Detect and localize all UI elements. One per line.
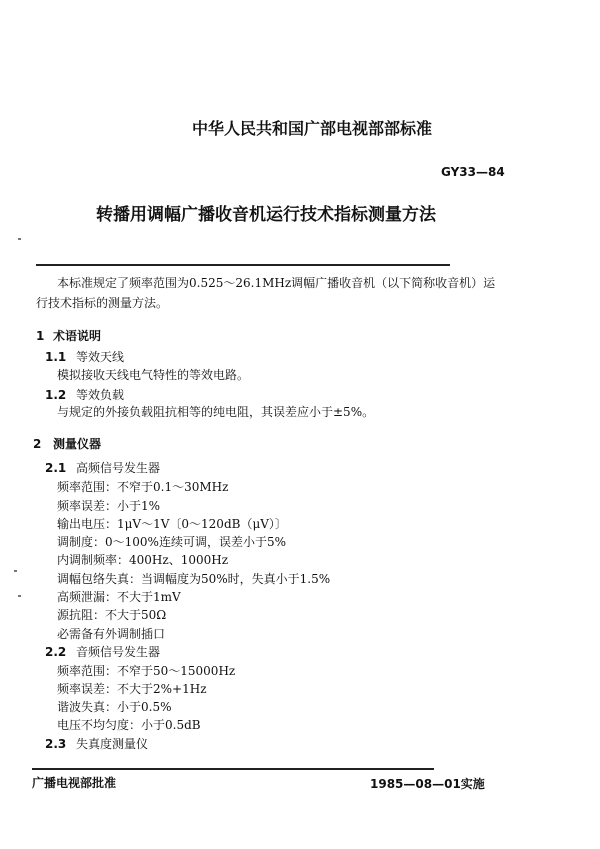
issuer-heading: 中华人民共和国广部电视部部标准	[192, 119, 433, 138]
approval-authority: 广播电视部批准	[32, 776, 117, 790]
spec-line: 频率范围：不窄于50～15000Hz	[57, 664, 236, 678]
item-1-2-number: 1.2	[45, 388, 67, 402]
item-1-1-text: 模拟接收天线电气特性的等效电路。	[57, 368, 250, 382]
spec-line: 高频泄漏：不大于1mV	[57, 590, 181, 604]
section-2-number: 2	[33, 437, 42, 451]
scan-speck	[14, 570, 17, 572]
spec-line: 内调制频率：400Hz、1000Hz	[57, 553, 229, 567]
spec-line: 必需备有外调制插口	[57, 627, 166, 641]
item-2-3-title: 失真度测量仪	[76, 737, 149, 751]
scan-speck	[18, 595, 21, 597]
item-2-3-number: 2.3	[45, 737, 67, 751]
spec-line: 源抗阻：不大于50Ω	[57, 608, 167, 622]
spec-line: 频率范围：不窄于0.1～30MHz	[57, 480, 229, 494]
intro-line-1: 本标准规定了频率范围为0.525～26.1MHz调幅广播收音机（以下简称收音机）运	[57, 276, 496, 290]
section-1-title: 术语说明	[53, 329, 102, 343]
spec-line: 谐波失真：小于0.5%	[57, 700, 172, 714]
scan-speck	[18, 238, 21, 240]
spec-line: 输出电压：1μV～1V〔0～120dB（μV）〕	[57, 517, 287, 531]
effective-date: 1985—08—01实施	[370, 777, 485, 791]
section-2-title: 测量仪器	[53, 437, 102, 451]
item-2-2-title: 音频信号发生器	[76, 645, 161, 659]
footer-divider	[32, 768, 434, 770]
item-1-1-number: 1.1	[45, 350, 67, 364]
item-1-1-title: 等效天线	[76, 350, 125, 364]
spec-line: 频率误差：小于1%	[57, 499, 161, 513]
spec-line: 调幅包络失真：当调幅度为50%时，失真小于1.5%	[57, 572, 331, 586]
spec-line: 调制度：0～100%连续可调，误差小于5%	[57, 535, 286, 549]
item-2-2-number: 2.2	[45, 645, 67, 659]
item-2-1-number: 2.1	[45, 461, 67, 475]
standard-code: GY33—84	[441, 165, 505, 179]
spec-line: 频率误差：不大于2%+1Hz	[57, 682, 207, 696]
document-title: 转播用调幅广播收音机运行技术指标测量方法	[96, 205, 436, 225]
item-1-2-text: 与规定的外接负载阻抗相等的纯电阻，其误差应小于±5%。	[57, 405, 375, 419]
spec-line: 电压不均匀度：小于0.5dB	[57, 718, 201, 732]
item-1-2-title: 等效负载	[76, 388, 125, 402]
item-2-1-title: 高频信号发生器	[76, 461, 161, 475]
header-divider	[36, 264, 450, 266]
section-1-number: 1	[36, 329, 45, 343]
intro-line-2: 行技术指标的测量方法。	[36, 296, 169, 310]
